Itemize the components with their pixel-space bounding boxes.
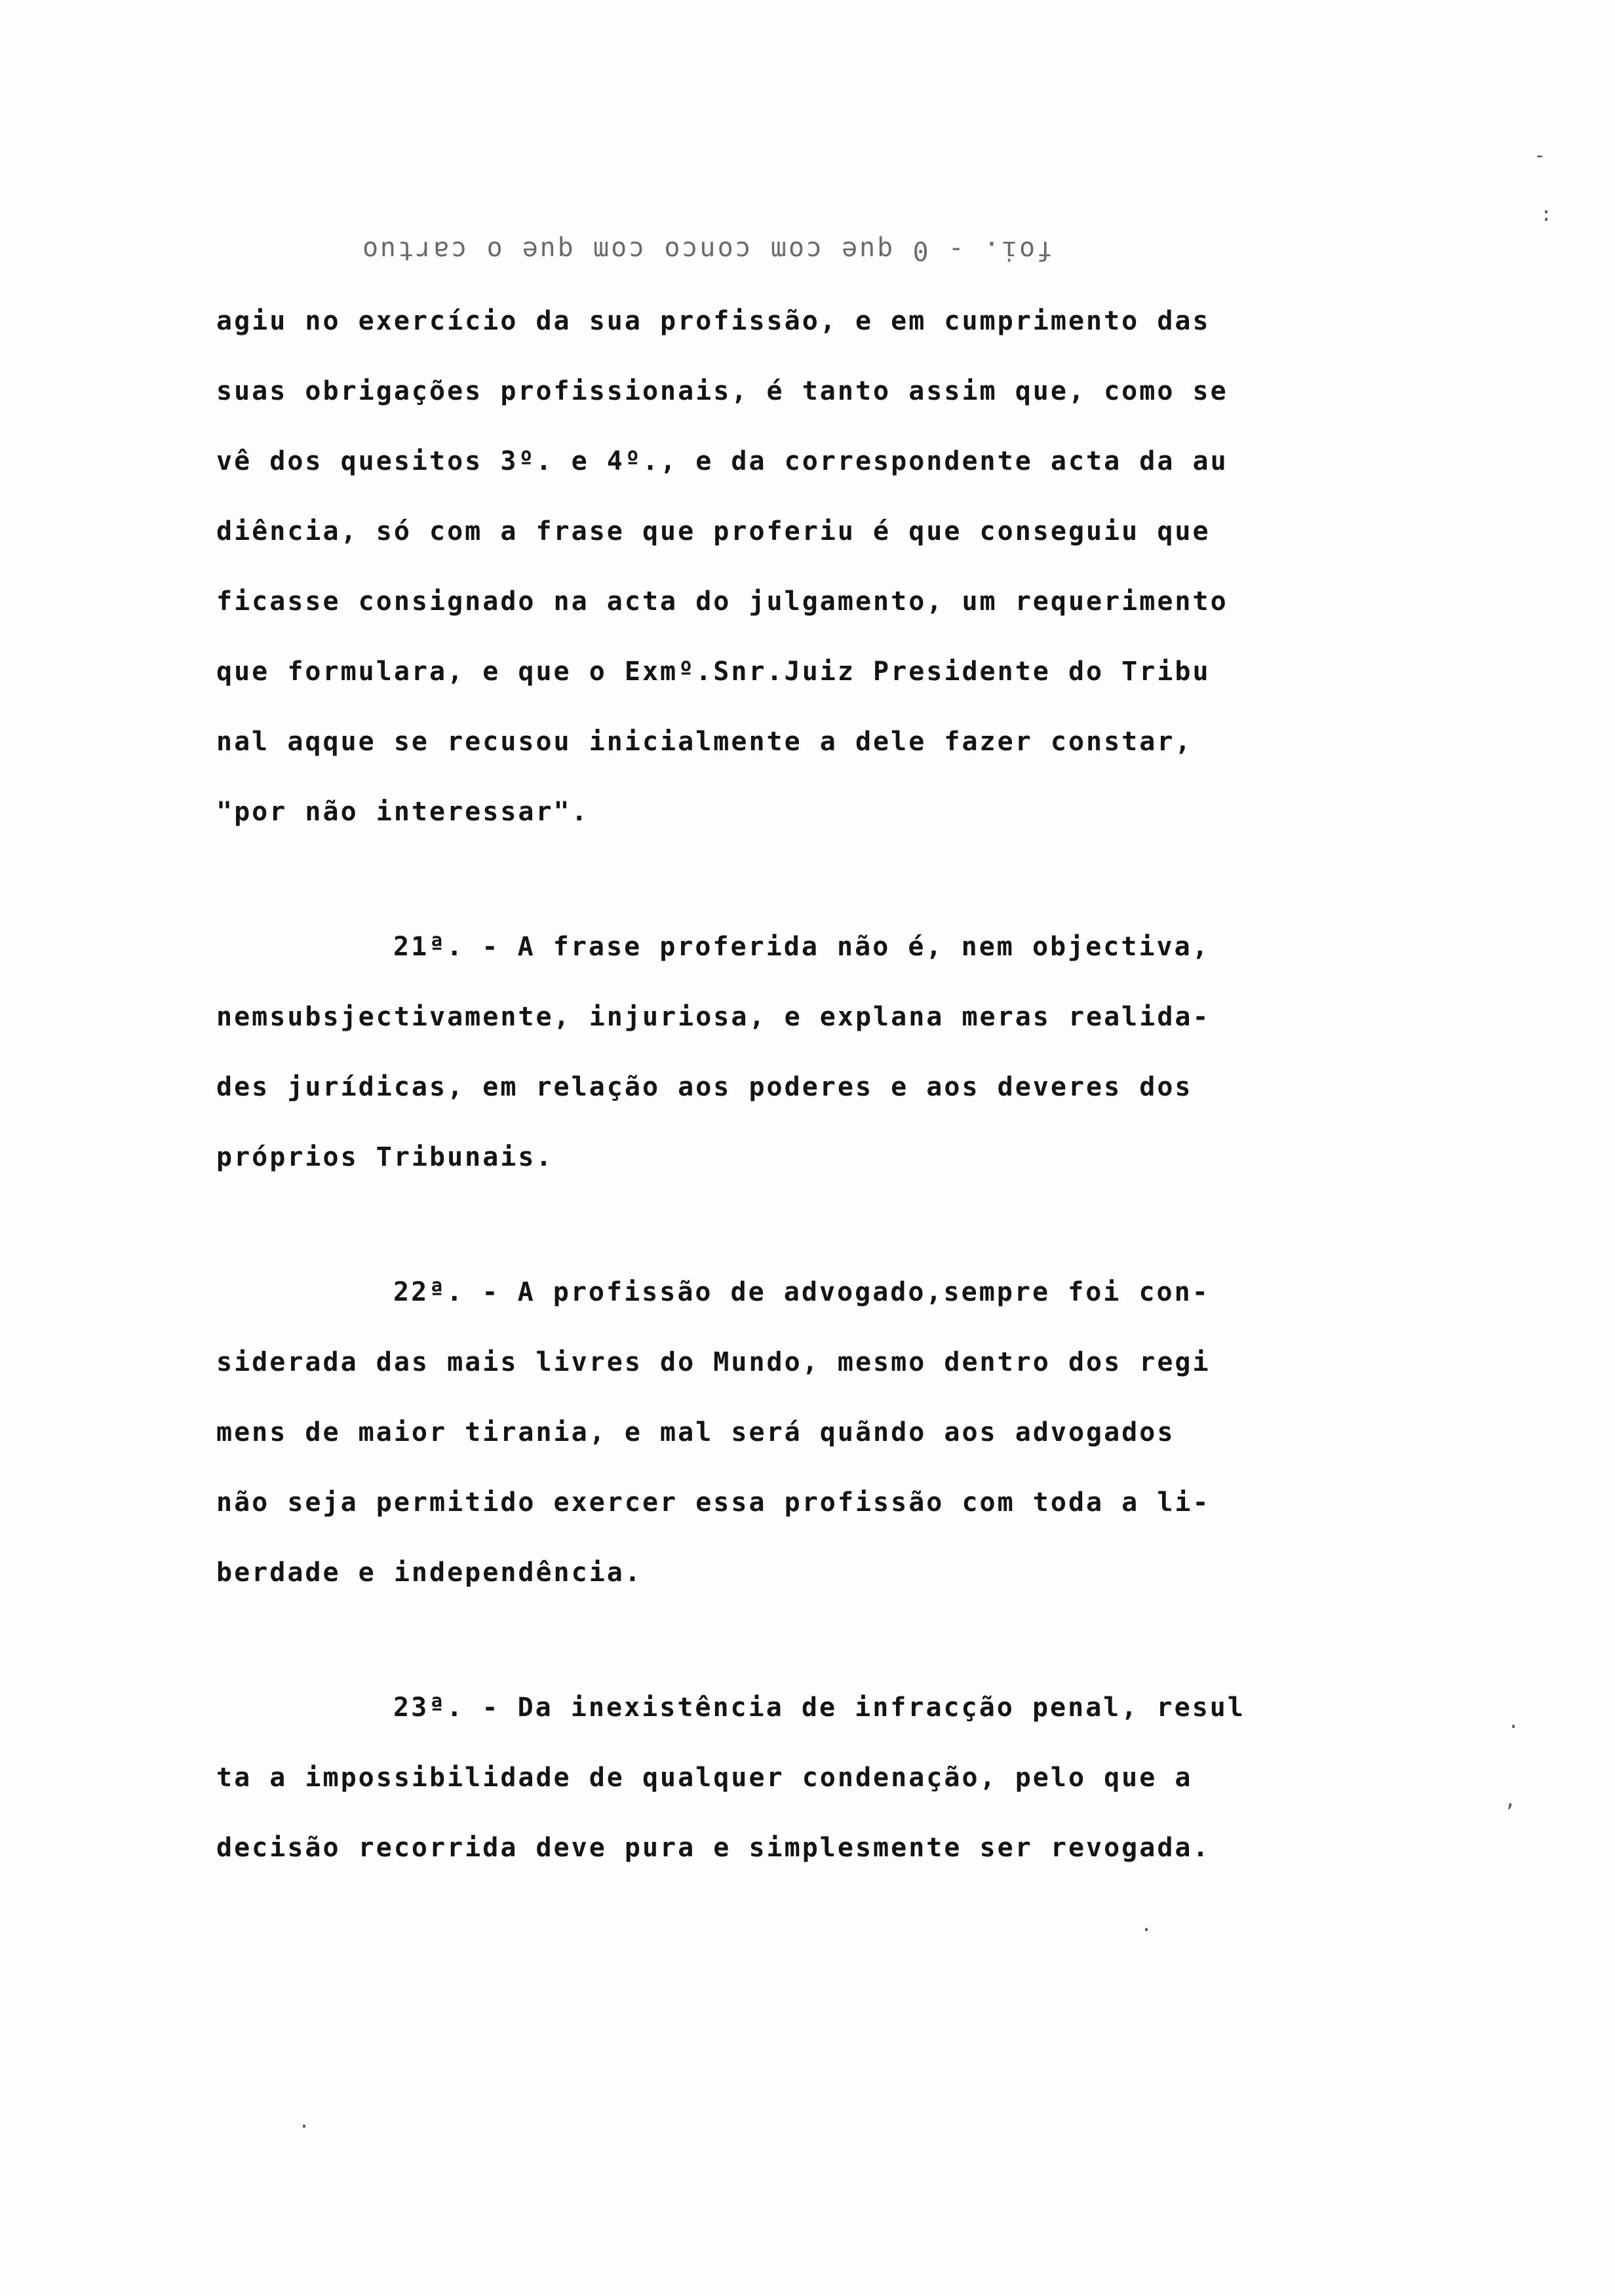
text-line: berdade e independência.: [216, 1558, 642, 1588]
text-line: 23ª. - Da inexistência de infracção penal, resul: [393, 1693, 1245, 1723]
text-line: 22ª. - A profissão de advogado,sempre foi con-: [393, 1277, 1210, 1307]
text-line: não seja permitido exercer essa profissão com toda a li-: [216, 1487, 1211, 1518]
scan-speck: .: [1140, 1913, 1153, 1936]
text-line: diência, só com a frase que proferiu é que conseguiu que: [216, 516, 1211, 546]
scan-speck: :: [1540, 203, 1553, 226]
text-line: des jurídicas, em relação aos poderes e aos deveres dos: [216, 1072, 1193, 1102]
scan-speck: .: [1508, 1710, 1520, 1733]
scan-speck: .: [298, 2110, 311, 2133]
text-line: "por não interessar".: [216, 797, 589, 827]
bleed-through-line: foi. - 0 que com conco com que o cartuo: [360, 235, 1053, 265]
text-line: mens de maior tirania, e mal será quãndo aos advogados: [216, 1417, 1175, 1447]
text-line: próprios Tribunais.: [216, 1142, 554, 1172]
text-line: siderada das mais livres do Mundo, mesmo dentro dos regi: [216, 1347, 1211, 1377]
scan-speck: ,: [1504, 1789, 1517, 1812]
text-line: que formulara, e que o Exmº.Snr.Juiz Presidente do Tribu: [216, 657, 1211, 687]
text-line: agiu no exercício da sua profissão, e em cumprimento das: [216, 306, 1211, 336]
text-line: ficasse consignado na acta do julgamento, um requerimento: [216, 586, 1228, 617]
text-line: vê dos quesitos 3º. e 4º., e da correspondente acta da au: [216, 446, 1228, 476]
text-line: 21ª. - A frase proferida não é, nem objectiva,: [393, 932, 1210, 962]
text-line: decisão recorrida deve pura e simplesmente ser revogada.: [216, 1833, 1211, 1863]
scan-speck: -: [1534, 144, 1546, 167]
text-line: ta a impossibilidade de qualquer condenação, pelo que a: [216, 1763, 1193, 1793]
text-line: suas obrigações profissionais, é tanto assim que, como se: [216, 376, 1228, 406]
text-line: nemsubsjectivamente, injuriosa, e explana meras realida-: [216, 1002, 1211, 1032]
text-line: nal aqque se recusou inicialmente a dele fazer constar,: [216, 727, 1193, 757]
